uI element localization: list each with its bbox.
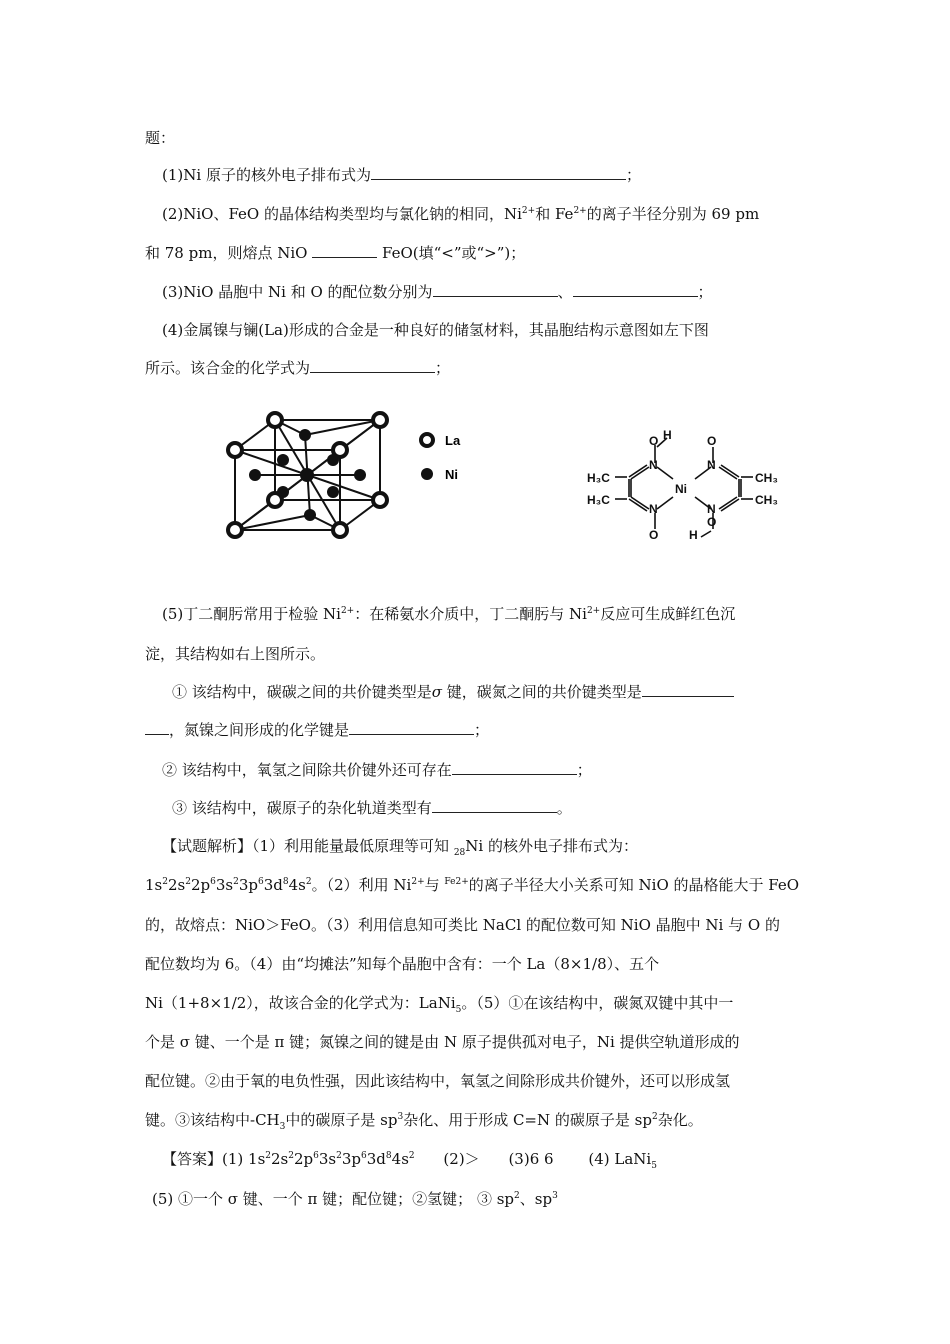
q5-sub1-blank-a[interactable]	[642, 682, 734, 697]
question-1	[162, 164, 822, 186]
question-5-sub3	[172, 797, 832, 819]
question-5-sub2	[162, 759, 822, 781]
fig-ni-center: Ni	[675, 482, 687, 496]
crystal-structure-figure	[215, 400, 485, 550]
fig-n-bottom-right: N	[707, 502, 716, 516]
fig-n-top-left: N	[649, 458, 658, 472]
fig-h3c-top: H₃C	[587, 471, 610, 485]
q2-sup1: 2+	[521, 206, 536, 216]
q2-text-a: (2)NiO、FeO 的晶体结构类型均与氯化钠的相同，Ni	[162, 205, 522, 223]
analysis-line5: Ni（1+8×1/2），故该合金的化学式为：LaNi$_5$。（5）①在该结构中，碳氮双键中其中一	[145, 994, 734, 1015]
q3-text: (3)NiO 晶胞中 Ni 和 O 的配位数分别为	[162, 283, 433, 301]
analysis-line1	[162, 835, 802, 857]
fig-o-bottom-left: O	[649, 528, 659, 540]
analysis-line3: 的，故熔点：NiO＞FeO。（3）利用信息知可类比 NaCl 的配位数可知 NiO 晶胞中 Ni 与 O 的	[145, 916, 780, 934]
legend-la-label: La	[445, 433, 461, 448]
q4-line2: 所示。该合金的化学式为	[145, 359, 311, 377]
q2-text-c: 的离子半径分别为 69 pm	[586, 205, 760, 223]
q1-text: (1)Ni 原子的核外电子排布式为	[162, 166, 371, 184]
q2-line2-a: 和 78 pm，则熔点 NiO	[145, 244, 313, 262]
analysis-l1-b: Ni 的核外电子排布式为：	[465, 837, 638, 855]
q5-sub1-blank-b[interactable]	[349, 720, 474, 735]
fig-h-top: H	[663, 428, 672, 442]
q2-text-b: 和 Fe	[535, 205, 574, 223]
q5-line1-a: (5)丁二酮肟常用于检验 Ni	[162, 605, 341, 623]
answer-3: (3)6 6	[508, 1150, 554, 1168]
analysis-line4: 配位数均为 6。（4）由“均摊法”知每个晶胞中含有：一个 La（8×1/8）、五个	[145, 955, 660, 973]
fig-o-top-right: O	[707, 434, 717, 448]
fig-h-bottom: H	[689, 528, 698, 540]
answer-line2: (5) ①一个 σ 键、一个 π 键；配位键；②氢键； ③ $sp^2$、$sp^3$	[152, 1190, 558, 1208]
q5-semi-2: ；	[576, 761, 592, 779]
fig-ch3-bottom: CH₃	[755, 493, 778, 507]
q5-semi-1: ；	[474, 721, 490, 739]
answer-line1: 【答案】(1) $1s^22s^22p^63s^23p^63d^84s^2$ (2)＞ (3)6 6 (4) LaNi$_5$	[162, 1150, 657, 1171]
legend-ni-marker	[421, 468, 433, 480]
q5-sub1-blank-a-cont[interactable]	[145, 720, 169, 735]
question-5-line2: 淀，其结构如右上图所示。	[145, 645, 326, 663]
analysis-l1-sub: 28	[453, 848, 466, 858]
question-5-sub1-line1	[172, 681, 832, 703]
fig-o-bottom-right: O	[707, 515, 717, 529]
q5-line1-b: ：在稀氨水介质中，丁二酮肟与 Ni	[354, 605, 587, 623]
q2-sup2: 2+	[573, 206, 587, 216]
q5-sub2: ② 该结构中，氧氢之间除共价键外还可存在	[162, 761, 452, 779]
question-5-line1	[162, 603, 822, 625]
q3-sep: 、	[557, 283, 573, 301]
q5-sub2-blank[interactable]	[452, 760, 577, 775]
q5-sub1-line2: ，氮镍之间形成的化学键是	[169, 721, 350, 739]
question-2-line1	[162, 203, 822, 225]
q5-sub3: ③ 该结构中，碳原子的杂化轨道类型有	[172, 799, 432, 817]
q1-blank[interactable]	[371, 165, 626, 180]
question-intro: 题：	[145, 129, 176, 147]
fig-h3c-bottom: H₃C	[587, 493, 610, 507]
q5-sup2: 2+	[586, 606, 601, 616]
nickel-dimethylglyoxime-figure	[585, 405, 785, 540]
analysis-line7: 配位键。②由于氧的电负性强，因此该结构中，氧氢之间除形成共价键外，还可以形成氢	[145, 1072, 731, 1090]
analysis-line6: 个是 σ 键、一个是 π 键；氮镍之间的键是由 N 原子提供孤对电子，Ni 提供空轨道形成的	[145, 1033, 740, 1051]
answer-2: (2)＞	[443, 1150, 480, 1168]
analysis-line8: 键。③该结构中$-CH_3$中的碳原子是 $sp^3$杂化、用于形成 C=N 的碳原子是 $sp^2$杂化。	[145, 1111, 703, 1132]
analysis-line2: $1s^22s^22p^63s^23p^63d^84s^2$。（2）利用 $Ni^{2+}$与 $^{Fe2+}$的离子半径大小关系可知 NiO 的晶格能大于 FeO	[145, 876, 800, 894]
fig-n-top-right: N	[707, 458, 716, 472]
answer-4: (4) LaNi	[588, 1150, 652, 1168]
q5-sup1: 2+	[340, 606, 355, 616]
q5-sub1-a: ① 该结构中，碳碳之间的共价键类型是	[172, 683, 432, 701]
question-2-line2	[145, 242, 805, 264]
question-4-line1: (4)金属镍与镧(La)形成的合金是一种良好的储氢材料，其晶胞结构示意图如左下图	[162, 321, 709, 339]
fig-ch3-top: CH₃	[755, 471, 778, 485]
analysis-l1-a: 【试题解析】（1）利用能量最低原理等可知	[162, 837, 454, 855]
legend-la-marker	[421, 434, 433, 446]
q5-period: 。	[556, 799, 572, 817]
q3-blank-2[interactable]	[573, 282, 698, 297]
q5-line1-c: 反应可生成鲜红色沉	[600, 605, 736, 623]
q4-blank[interactable]	[310, 358, 435, 373]
q3-end: ；	[697, 283, 713, 301]
legend-ni-label: Ni	[445, 467, 458, 482]
answer-tag: 【答案】	[162, 1150, 223, 1168]
q4-end: ；	[435, 359, 451, 377]
q3-blank-1[interactable]	[433, 282, 558, 297]
fig-n-bottom-left: N	[649, 502, 658, 516]
question-5-sub1-line2	[145, 719, 805, 741]
question-4-line2	[145, 357, 805, 379]
q1-end: ；	[625, 166, 641, 184]
q5-sub3-blank[interactable]	[432, 798, 557, 813]
fig-o-top-left: O	[649, 434, 659, 448]
q2-line2-b: FeO(填“<”或“>”)；	[377, 244, 526, 262]
q5-sigma: σ	[431, 683, 443, 701]
question-3	[162, 281, 822, 303]
q5-sub1-b: 键，碳氮之间的共价键类型是	[442, 683, 642, 701]
q2-blank[interactable]	[312, 243, 377, 258]
